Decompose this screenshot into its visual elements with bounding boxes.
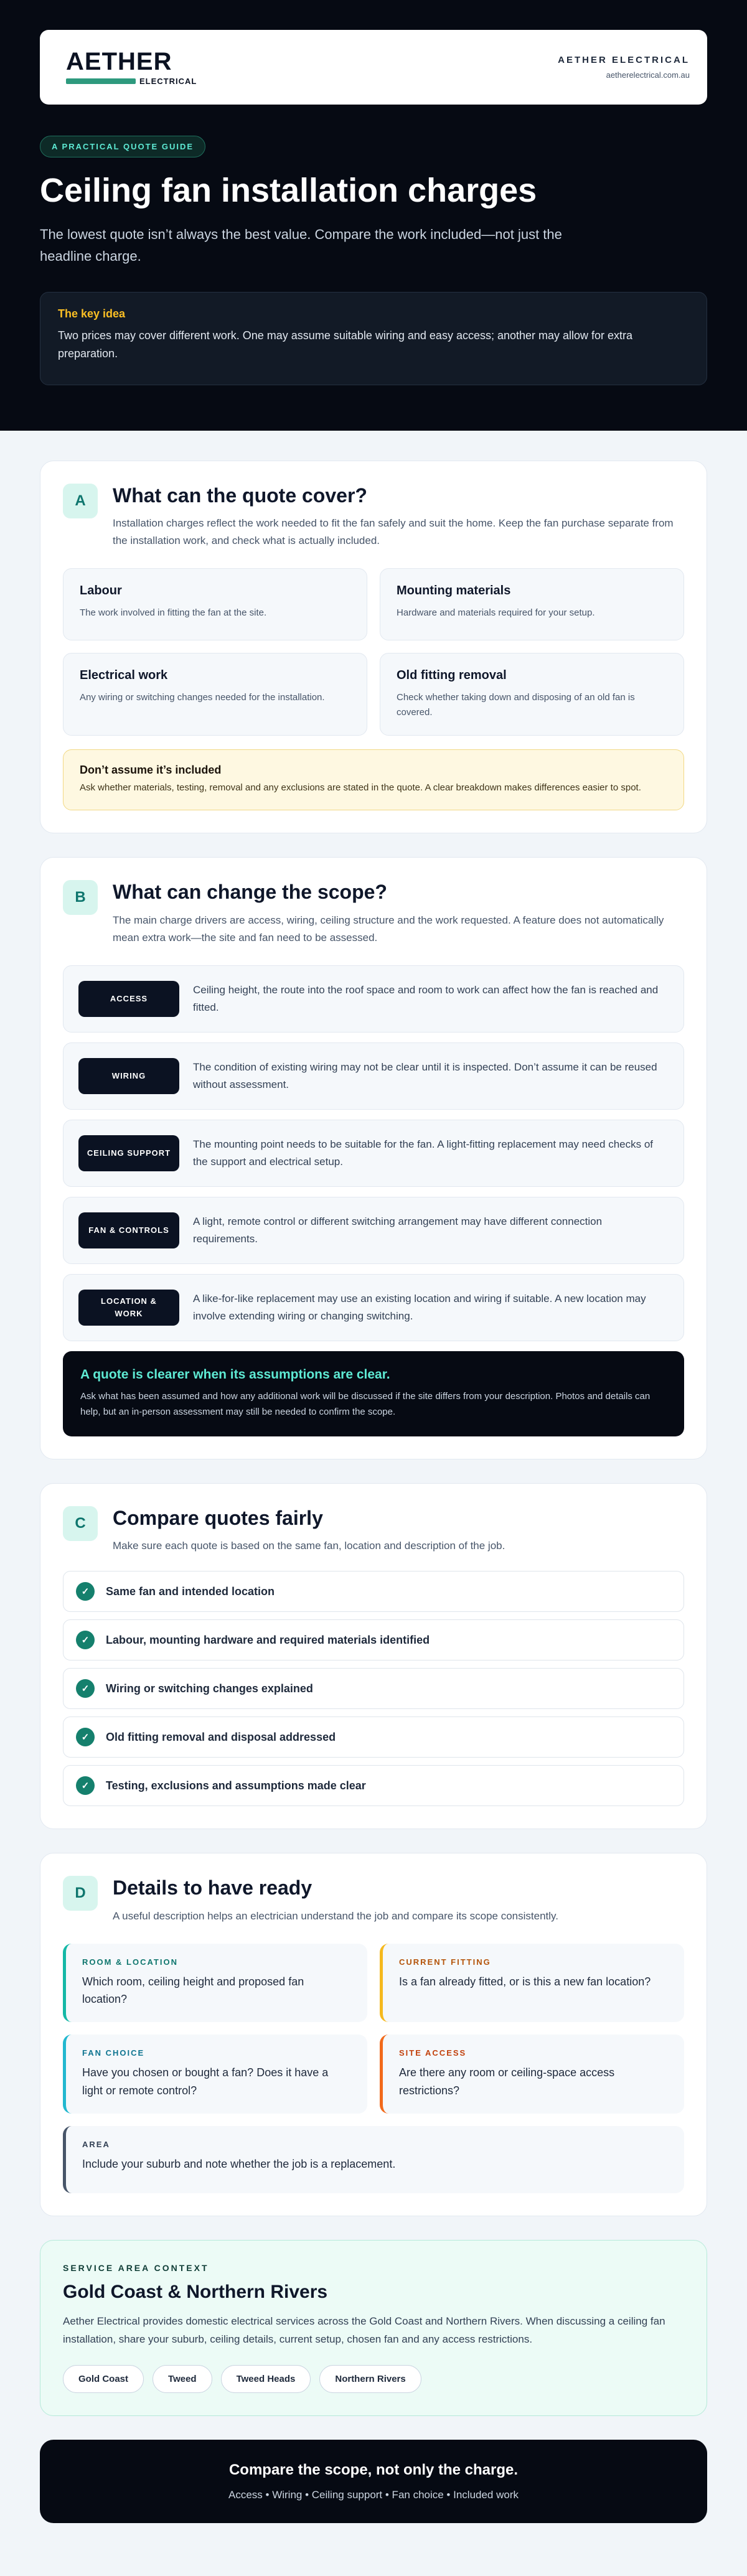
checklist-label: Wiring or switching changes explained <box>106 1682 313 1695</box>
driver-tag: LOCATION & WORK <box>78 1290 179 1326</box>
area-chip[interactable]: Northern Rivers <box>319 2365 421 2393</box>
area-chip[interactable]: Gold Coast <box>63 2365 144 2393</box>
detail-label: FAN CHOICE <box>82 2048 145 2058</box>
driver-text: A light, remote control or different switching arrangement may have different connection requirements. <box>193 1215 603 1245</box>
tile-text: The work involved in fitting the fan at the site. <box>80 607 267 619</box>
section-header <box>63 484 684 550</box>
section-heading-group <box>113 1506 505 1555</box>
footer-title: Compare the scope, not only the charge. <box>228 2461 519 2478</box>
section-heading-group <box>113 484 684 550</box>
driver-row-ceiling-support <box>63 1120 684 1187</box>
detail-text: Are there any room or ceiling-space access restrictions? <box>399 2066 615 2097</box>
checklist-label: Testing, exclusions and assumptions made clear <box>106 1779 366 1792</box>
section-header <box>63 1506 684 1555</box>
main-content <box>0 431 747 2523</box>
driver-text: A like-for-like replacement may use an existing location and wiring if suitable. A new location may involve extending wiring or changing switching. <box>193 1292 646 1322</box>
section-heading-group <box>113 880 684 946</box>
detail-card-fan-choice <box>63 2035 367 2114</box>
logo-row <box>66 77 197 86</box>
detail-label: AREA <box>82 2139 110 2149</box>
detail-text: Is a fan already fitted, or is this a new fan location? <box>399 1975 651 1988</box>
tile-text: Hardware and materials required for your setup. <box>397 607 595 619</box>
driver-row-wiring <box>63 1042 684 1110</box>
brand-info <box>558 55 690 80</box>
checklist-item <box>63 1571 684 1612</box>
detail-card-site-access <box>380 2035 684 2114</box>
hero <box>0 0 747 431</box>
callout-title: A quote is clearer when its assumptions are clear. <box>80 1367 390 1382</box>
brand-name: AETHER ELECTRICAL <box>558 55 690 65</box>
section-intro: A useful description helps an electrician understand the job and compare its scope consistently. <box>113 1909 558 1922</box>
driver-row-access <box>63 965 684 1033</box>
footer-banner <box>40 2440 707 2523</box>
check-icon: ✓ <box>76 1582 95 1601</box>
checklist-item <box>63 1765 684 1806</box>
section-quote-cover <box>40 461 707 833</box>
section-intro: The main charge drivers are access, wiring, ceiling structure and the work requested. A feature does not automatically mean extra work—the site and fan need to be assessed. <box>113 914 664 944</box>
detail-card-area <box>63 2126 684 2193</box>
detail-text: Have you chosen or bought a fan? Does it have a light or remote control? <box>82 2066 329 2097</box>
logo-bar <box>66 78 136 84</box>
check-icon: ✓ <box>76 1776 95 1795</box>
checklist <box>63 1571 684 1806</box>
scope-drivers <box>63 965 684 1341</box>
section-header <box>63 1876 684 1924</box>
checklist-label: Old fitting removal and disposal addressed <box>106 1730 336 1743</box>
detail-text: Include your suburb and note whether the job is a replacement. <box>82 2157 396 2170</box>
detail-card-room-location <box>63 1944 367 2023</box>
warning-callout <box>63 749 684 810</box>
checklist-label: Labour, mounting hardware and required materials identified <box>106 1633 430 1646</box>
driver-text: The mounting point needs to be suitable for the fan. A light-fitting replacement may need checks of the support and electrical setup. <box>193 1138 654 1168</box>
section-title: What can the quote cover? <box>113 484 367 507</box>
detail-label: ROOM & LOCATION <box>82 1957 178 1967</box>
tile-text: Any wiring or switching changes needed for the installation. <box>80 692 325 703</box>
section-intro: Make sure each quote is based on the same fan, location and description of the job. <box>113 1540 505 1552</box>
section-scope-changes <box>40 857 707 1459</box>
detail-label: SITE ACCESS <box>399 2048 467 2058</box>
page-title: Ceiling fan installation charges <box>40 172 537 209</box>
detail-text: Which room, ceiling height and proposed fan location? <box>82 1975 304 2006</box>
details-grid <box>63 1944 684 2193</box>
service-title: Gold Coast & Northern Rivers <box>63 2281 328 2302</box>
cover-tile-old-fitting-removal <box>380 653 684 736</box>
tile-title: Labour <box>80 584 122 598</box>
guide-pill: A PRACTICAL QUOTE GUIDE <box>40 136 205 157</box>
service-text: Aether Electrical provides domestic electrical services across the Gold Coast and Northern Rivers. When discussing a ceiling fan installation, share your suburb, ceiling details, current setup, chosen fan and any access restrictions. <box>63 2315 665 2345</box>
checklist-item <box>63 1717 684 1758</box>
area-chip[interactable]: Tweed <box>153 2365 212 2393</box>
driver-row-location-work <box>63 1274 684 1341</box>
driver-tag: FAN & CONTROLS <box>78 1212 179 1248</box>
checklist-label: Same fan and intended location <box>106 1585 275 1598</box>
section-compare-quotes <box>40 1483 707 1829</box>
key-idea-text: Two prices may cover different work. One may assume suitable wiring and easy access; another may allow for extra preparation. <box>58 329 633 360</box>
key-idea-title: The key idea <box>58 307 126 321</box>
section-title: What can change the scope? <box>113 881 387 904</box>
logo-word: AETHER <box>66 47 172 75</box>
tile-title: Old fitting removal <box>397 668 507 683</box>
footer-subtitle: Access • Wiring • Ceiling support • Fan choice • Included work <box>228 2488 519 2501</box>
section-header <box>63 880 684 946</box>
service-area-card <box>40 2240 707 2416</box>
driver-tag: ACCESS <box>78 981 179 1017</box>
check-icon: ✓ <box>76 1728 95 1746</box>
driver-text: Ceiling height, the route into the roof space and room to work can affect how the fan is reached and fitted. <box>193 983 659 1013</box>
service-kicker: SERVICE AREA CONTEXT <box>63 2262 209 2273</box>
brand-bar <box>40 30 707 105</box>
section-title: Compare quotes fairly <box>113 1506 323 1529</box>
area-chips <box>63 2365 684 2393</box>
detail-label: CURRENT FITTING <box>399 1957 491 1967</box>
cover-tile-mounting-materials <box>380 568 684 640</box>
checklist-item <box>63 1619 684 1660</box>
tile-title: Mounting materials <box>397 584 511 598</box>
driver-tag: CEILING SUPPORT <box>78 1135 179 1171</box>
checklist-item <box>63 1668 684 1709</box>
logo-sub: ELECTRICAL <box>139 76 197 86</box>
check-icon: ✓ <box>76 1679 95 1698</box>
cover-tile-electrical-work <box>63 653 367 736</box>
hero-subtitle: The lowest quote isn’t always the best value. Compare the work included—not just the headline charge. <box>40 227 562 265</box>
cover-tile-labour <box>63 568 367 640</box>
section-letter-badge: D <box>63 1876 98 1911</box>
assumptions-callout <box>63 1351 684 1436</box>
driver-tag: WIRING <box>78 1058 179 1094</box>
warning-title: Don’t assume it’s included <box>80 764 222 777</box>
detail-card-current-fitting <box>380 1944 684 2023</box>
check-icon: ✓ <box>76 1631 95 1649</box>
area-chip[interactable]: Tweed Heads <box>221 2365 311 2393</box>
tile-text: Check whether taking down and disposing of an old fan is covered. <box>397 692 635 718</box>
callout-text: Ask what has been assumed and how any additional work will be discussed if the site differs from your description. Photos and details can help, but an in-person assessment may still be needed to confirm the scope. <box>80 1390 651 1418</box>
driver-text: The condition of existing wiring may not be clear until it is inspected. Don’t assume it can be reused without assessment. <box>193 1061 657 1090</box>
key-idea-card <box>40 292 707 385</box>
section-letter-badge: A <box>63 484 98 518</box>
section-details-ready <box>40 1853 707 2216</box>
cover-tiles <box>63 568 684 736</box>
warning-text: Ask whether materials, testing, removal and any exclusions are stated in the quote. A clear breakdown makes differences easier to spot. <box>80 782 641 794</box>
section-letter-badge: C <box>63 1506 98 1541</box>
section-title: Details to have ready <box>113 1876 312 1899</box>
section-letter-badge: B <box>63 880 98 915</box>
driver-row-fan-controls <box>63 1197 684 1264</box>
tile-title: Electrical work <box>80 668 168 683</box>
logo[interactable] <box>66 49 197 86</box>
section-heading-group <box>113 1876 558 1924</box>
brand-url-link[interactable]: aetherelectrical.com.au <box>606 70 690 80</box>
section-intro: Installation charges reflect the work needed to fit the fan safely and suit the home. Keep the fan purchase separate from the installation work, and check what is actually included. <box>113 517 674 547</box>
